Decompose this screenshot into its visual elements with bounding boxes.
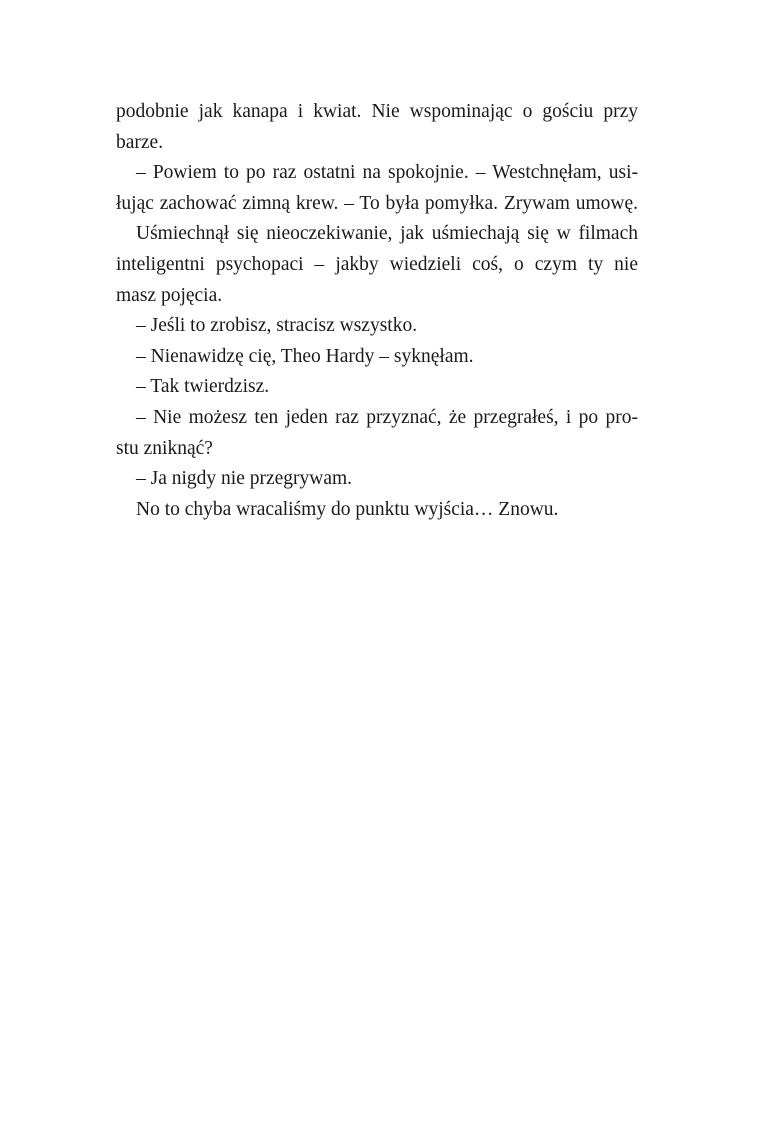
text-line: – Jeśli to zrobisz, stracisz wszystko. — [136, 315, 418, 337]
text-line: łując zachować zimną krew. – To była pomyłka. Zrywam umowę. — [116, 192, 638, 214]
text-line: inteligentni psychopaci – jakby wiedzieli coś, o czym ty nie — [116, 253, 638, 275]
text-line: Uśmiechnął się nieoczekiwanie, jak uśmiechają się w filmach — [136, 223, 638, 245]
text-line: – Nienawidzę cię, Theo Hardy – syknęłam. — [136, 345, 474, 367]
text-line: – Powiem to po raz ostatni na spokojnie. – Westchnęłam, usi- — [136, 162, 638, 184]
text-line: barze. — [116, 131, 164, 153]
text-line: No to chyba wracaliśmy do punktu wyjścia… Znowu. — [136, 498, 559, 520]
body-text — [116, 97, 638, 525]
text-line: – Nie możesz ten jeden raz przyznać, że przegrałeś, i po pro- — [136, 406, 638, 428]
text-line: – Ja nigdy nie przegrywam. — [136, 468, 353, 490]
text-line: podobnie jak kanapa i kwiat. Nie wspominając o gościu przy — [116, 101, 638, 122]
text-line: – Tak twierdzisz. — [136, 376, 270, 398]
text-line: stu zniknąć? — [116, 437, 213, 459]
text-line: masz pojęcia. — [116, 284, 223, 306]
